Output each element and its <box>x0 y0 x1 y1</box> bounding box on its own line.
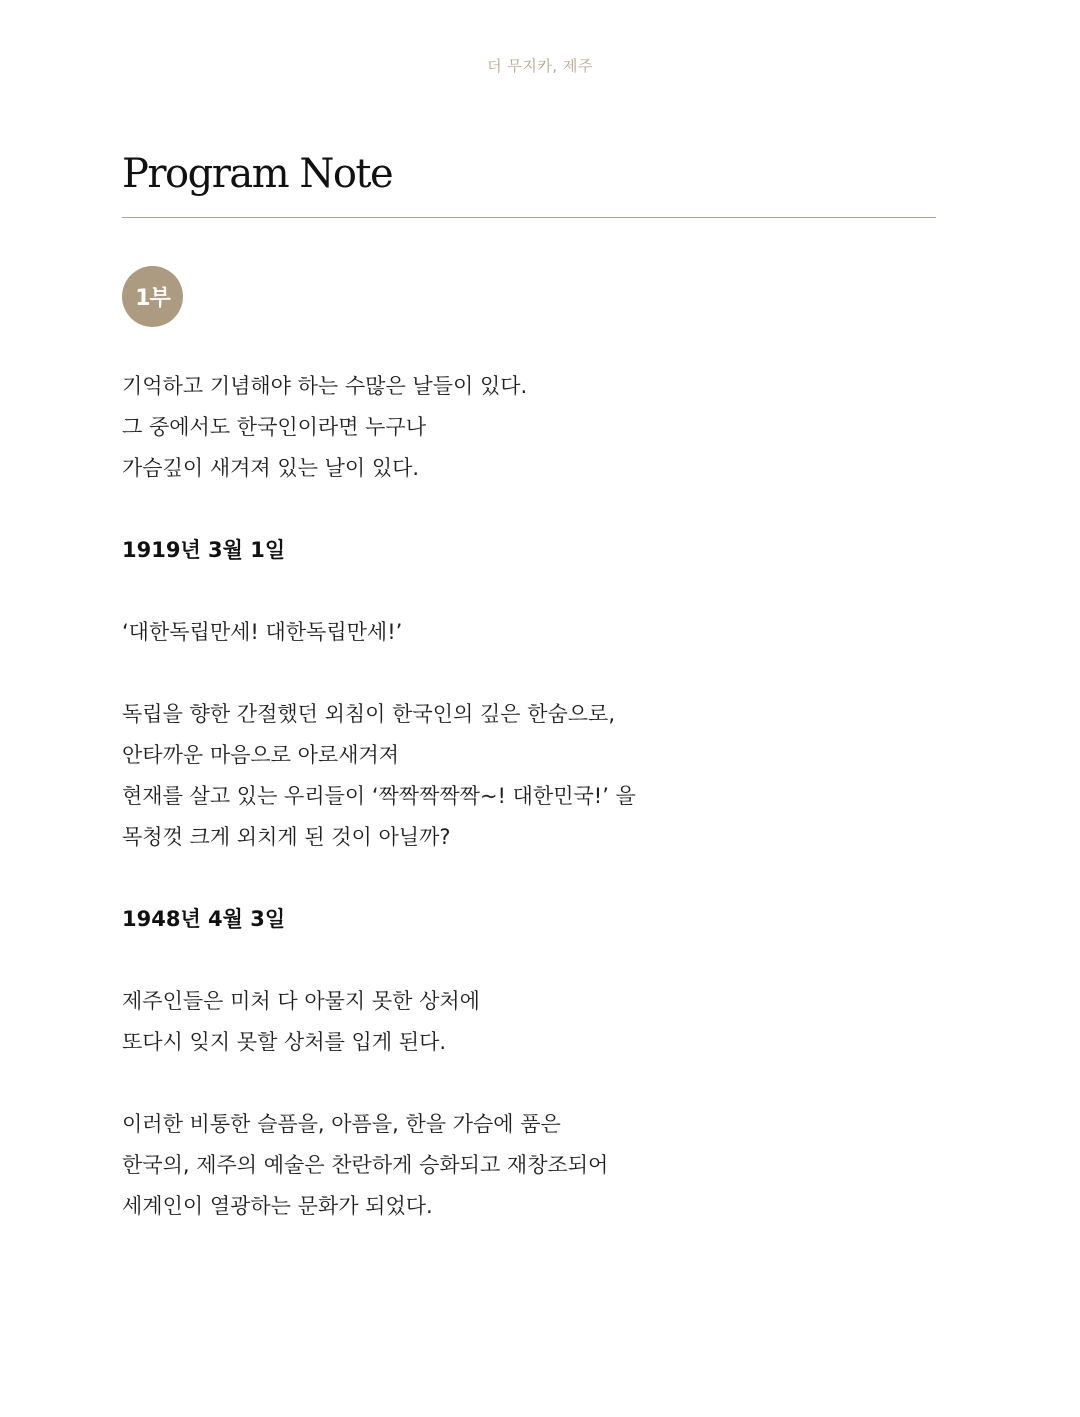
body-line: 이러한 비통한 슬픔을, 아픔을, 한을 가슴에 품은 <box>122 1112 561 1136</box>
date-heading-1919: 1919년 3월 1일 <box>122 538 286 562</box>
part-badge: 1부 <box>122 266 183 327</box>
body-line: 독립을 향한 간절했던 외침이 한국인의 깊은 한숨으로, <box>122 702 616 726</box>
body-line: 한국의, 제주의 예술은 찬란하게 승화되고 재창조되어 <box>122 1153 609 1177</box>
intro-line: 가슴깊이 새겨져 있는 날이 있다. <box>122 456 420 480</box>
body-line: 현재를 살고 있는 우리들이 ‘짝짝짝짝짝~! 대한민국!’ 을 <box>122 784 636 808</box>
running-header: 더 무지카, 제주 <box>487 57 593 75</box>
page-title: Program Note <box>122 151 393 197</box>
intro-line: 그 중에서도 한국인이라면 누구나 <box>122 415 427 439</box>
intro-line: 기억하고 기념해야 하는 수많은 날들이 있다. <box>122 374 528 398</box>
body-line: 또다시 잊지 못할 상처를 입게 된다. <box>122 1030 447 1054</box>
body-line: 세계인이 열광하는 문화가 되었다. <box>122 1194 433 1218</box>
date-heading-1948: 1948년 4월 3일 <box>122 907 286 931</box>
body-line: 제주인들은 미처 다 아물지 못한 상처에 <box>122 989 480 1013</box>
body-line: 안타까운 마음으로 아로새겨져 <box>122 743 400 767</box>
paragraph-gap <box>122 571 936 612</box>
paragraph-gap <box>122 858 936 899</box>
body-line: 목청껏 크게 외치게 된 것이 아닐까? <box>122 825 451 849</box>
paragraph-gap <box>122 1063 936 1104</box>
paragraph-gap <box>122 940 936 981</box>
program-note-body <box>122 366 936 1227</box>
paragraph-gap <box>122 653 936 694</box>
paragraph-gap <box>122 489 936 530</box>
quote-line: ‘대한독립만세! 대한독립만세!’ <box>122 620 403 644</box>
title-divider <box>122 217 936 218</box>
